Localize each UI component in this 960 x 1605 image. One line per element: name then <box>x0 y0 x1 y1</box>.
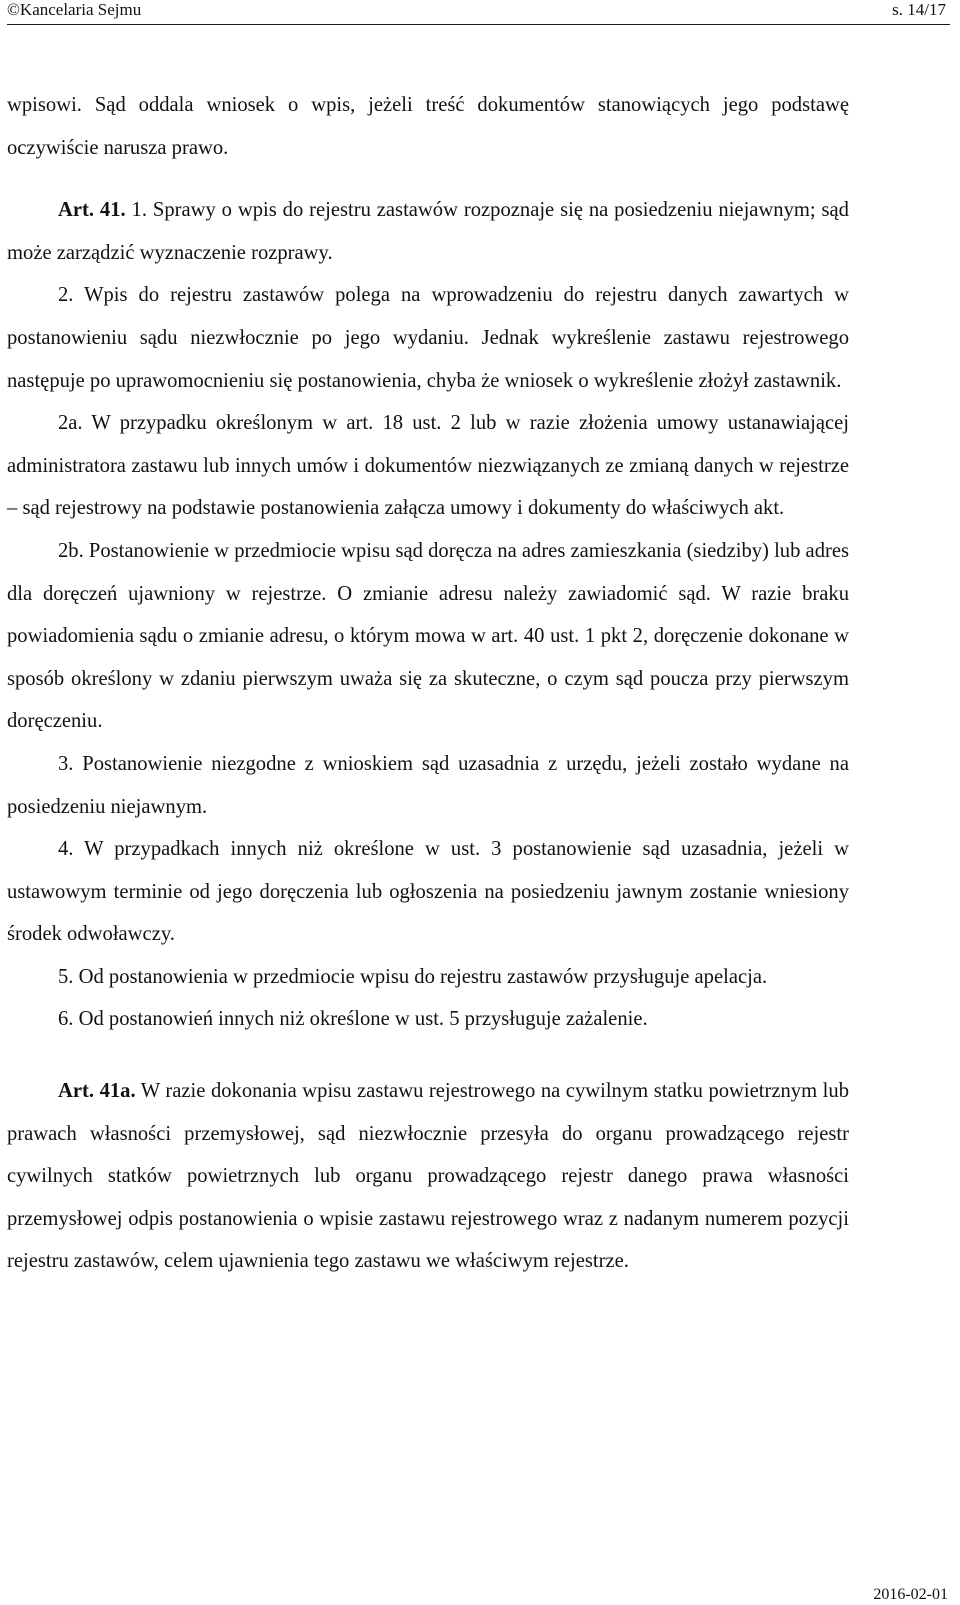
article-41-paragraph-4: 4. W przypadkach innych niż określone w ust. 3 postanowienie sąd uzasadnia, jeżeli w ustawowym terminie od jego doręczenia lub ogłoszenia na posiedzeniu jawnym zostanie wniesiony środek odwoławczy. <box>7 838 849 946</box>
paragraph-continuation: wpisowi. Sąd oddala wniosek o wpis, jeżeli treść dokumentów stanowiących jego podstawę oczywiście narusza prawo. <box>7 94 849 159</box>
article-41a-label: Art. 41a. <box>58 1080 136 1103</box>
document-date: 2016-02-01 <box>873 1586 948 1603</box>
article-41-paragraph-1-text: 1. Sprawy o wpis do rejestru zastawów rozpoznaje się na posiedzeniu niejawnym; sąd może zarządzić wyznaczenie rozprawy. <box>7 199 849 264</box>
article-41a <box>7 1070 849 1283</box>
article-41-paragraph-1 <box>7 189 849 274</box>
document-body <box>7 84 849 1283</box>
copyright-notice: ©Kancelaria Sejmu <box>7 0 142 19</box>
article-41-paragraph-2: 2. Wpis do rejestru zastawów polega na wprowadzeniu do rejestru danych zawartych w postanowieniu sądu niezwłocznie po jego wydaniu. Jednak wykreślenie zastawu rejestrowego następuje po uprawomocnieniu się postanowienia, chyba że wniosek o wykreślenie złożył zastawnik. <box>7 284 849 392</box>
article-41-paragraph-6: 6. Od postanowień innych niż określone w ust. 5 przysługuje zażalenie. <box>58 1008 648 1031</box>
article-41-label: Art. 41. <box>58 199 126 222</box>
article-41-paragraph-3: 3. Postanowienie niezgodne z wnioskiem sąd uzasadnia z urzędu, jeżeli zostało wydane na posiedzeniu niejawnym. <box>7 752 849 818</box>
page-number: s. 14/17 <box>892 0 946 19</box>
article-41-paragraph-5: 5. Od postanowienia w przedmiocie wpisu do rejestru zastawów przysługuje apelacja. <box>58 965 768 988</box>
article-41-paragraph-2a: 2a. W przypadku określonym w art. 18 ust. 2 lub w razie złożenia umowy ustanawiającej administratora zastawu lub innych umów i dokumentów niezwiązanych ze zmianą danych w rejestrze – sąd rejestrowy na podstawie postanowienia załącza umowy i dokumenty do właściwych akt. <box>7 412 849 520</box>
page-header <box>7 0 950 25</box>
article-41-paragraph-2b: 2b. Postanowienie w przedmiocie wpisu sąd doręcza na adres zamieszkania (siedziby) lub adres dla doręczeń ujawniony w rejestrze. O zmianie adresu należy zawiadomić sąd. W razie braku powiadomienia sądu o zmianie adresu, o którym mowa w art. 40 ust. 1 pkt 2, doręczenie dokonane w sposób określony w zdaniu pierwszym uważa się za skuteczne, o czym sąd poucza przy pierwszym doręczeniu. <box>7 539 849 733</box>
article-41a-text: W razie dokonania wpisu zastawu rejestrowego na cywilnym statku powietrznym lub prawach własności przemysłowej, sąd niezwłocznie przesyła do organu prowadzącego rejestr cywilnych statków powietrznych lub organu prowadzącego rejestr danego prawa własności przemysłowej odpis postanowienia o wpisie zastawu rejestrowego wraz z nadanym numerem pozycji rejestru zastawów, celem ujawnienia tego zastawu we właściwym rejestrze. <box>7 1080 849 1273</box>
